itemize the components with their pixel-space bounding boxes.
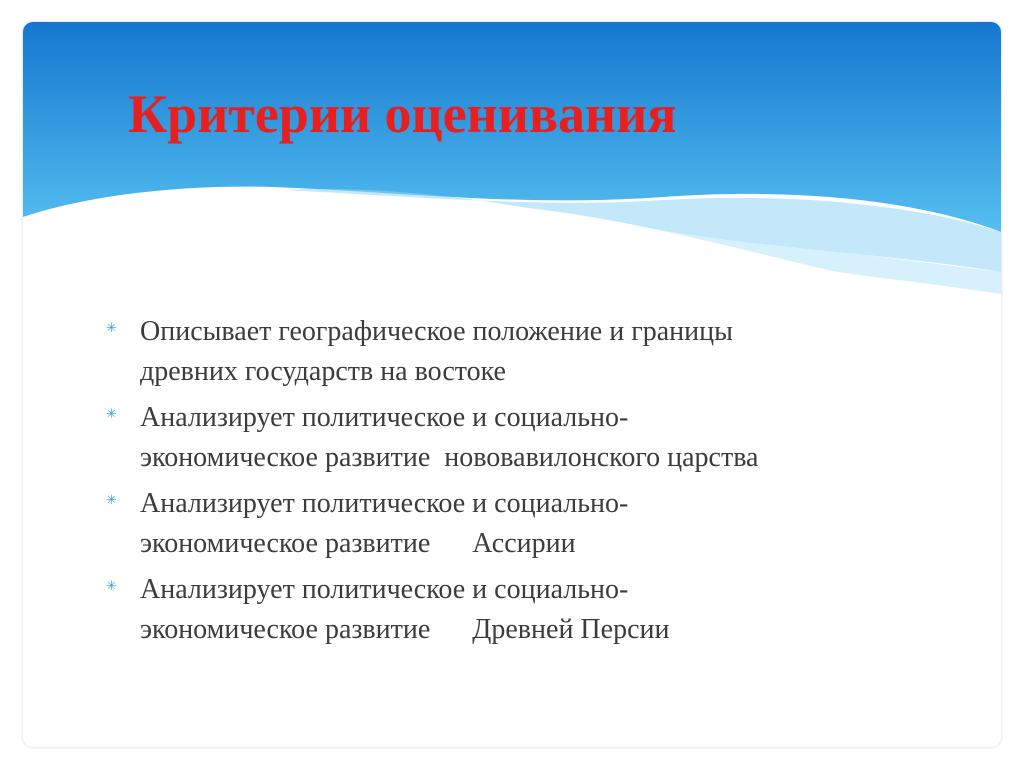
- slide: [23, 22, 1001, 747]
- asterisk-bullet-icon: ✳: [106, 407, 117, 422]
- list-item-text: Анализирует политическое и социально- экономическое развитие Древней Персии: [140, 574, 670, 645]
- list-item: [103, 312, 963, 392]
- criteria-list: [103, 312, 963, 656]
- list-item-text: Описывает географическое положение и границы древних государств на востоке: [140, 316, 733, 387]
- list-item: [103, 398, 963, 478]
- list-item-text: Анализирует политическое и социально- экономическое развитие Ассирии: [140, 488, 629, 559]
- header-wave-banner: [23, 22, 1001, 322]
- list-item: [103, 570, 963, 650]
- slide-title: Критерии оценивания: [128, 84, 677, 144]
- list-item-text: Анализирует политическое и социально- экономическое развитие нововавилонского царства: [140, 402, 759, 473]
- asterisk-bullet-icon: ✳: [106, 579, 117, 594]
- asterisk-bullet-icon: ✳: [106, 493, 117, 508]
- asterisk-bullet-icon: ✳: [106, 321, 117, 336]
- list-item: [103, 484, 963, 564]
